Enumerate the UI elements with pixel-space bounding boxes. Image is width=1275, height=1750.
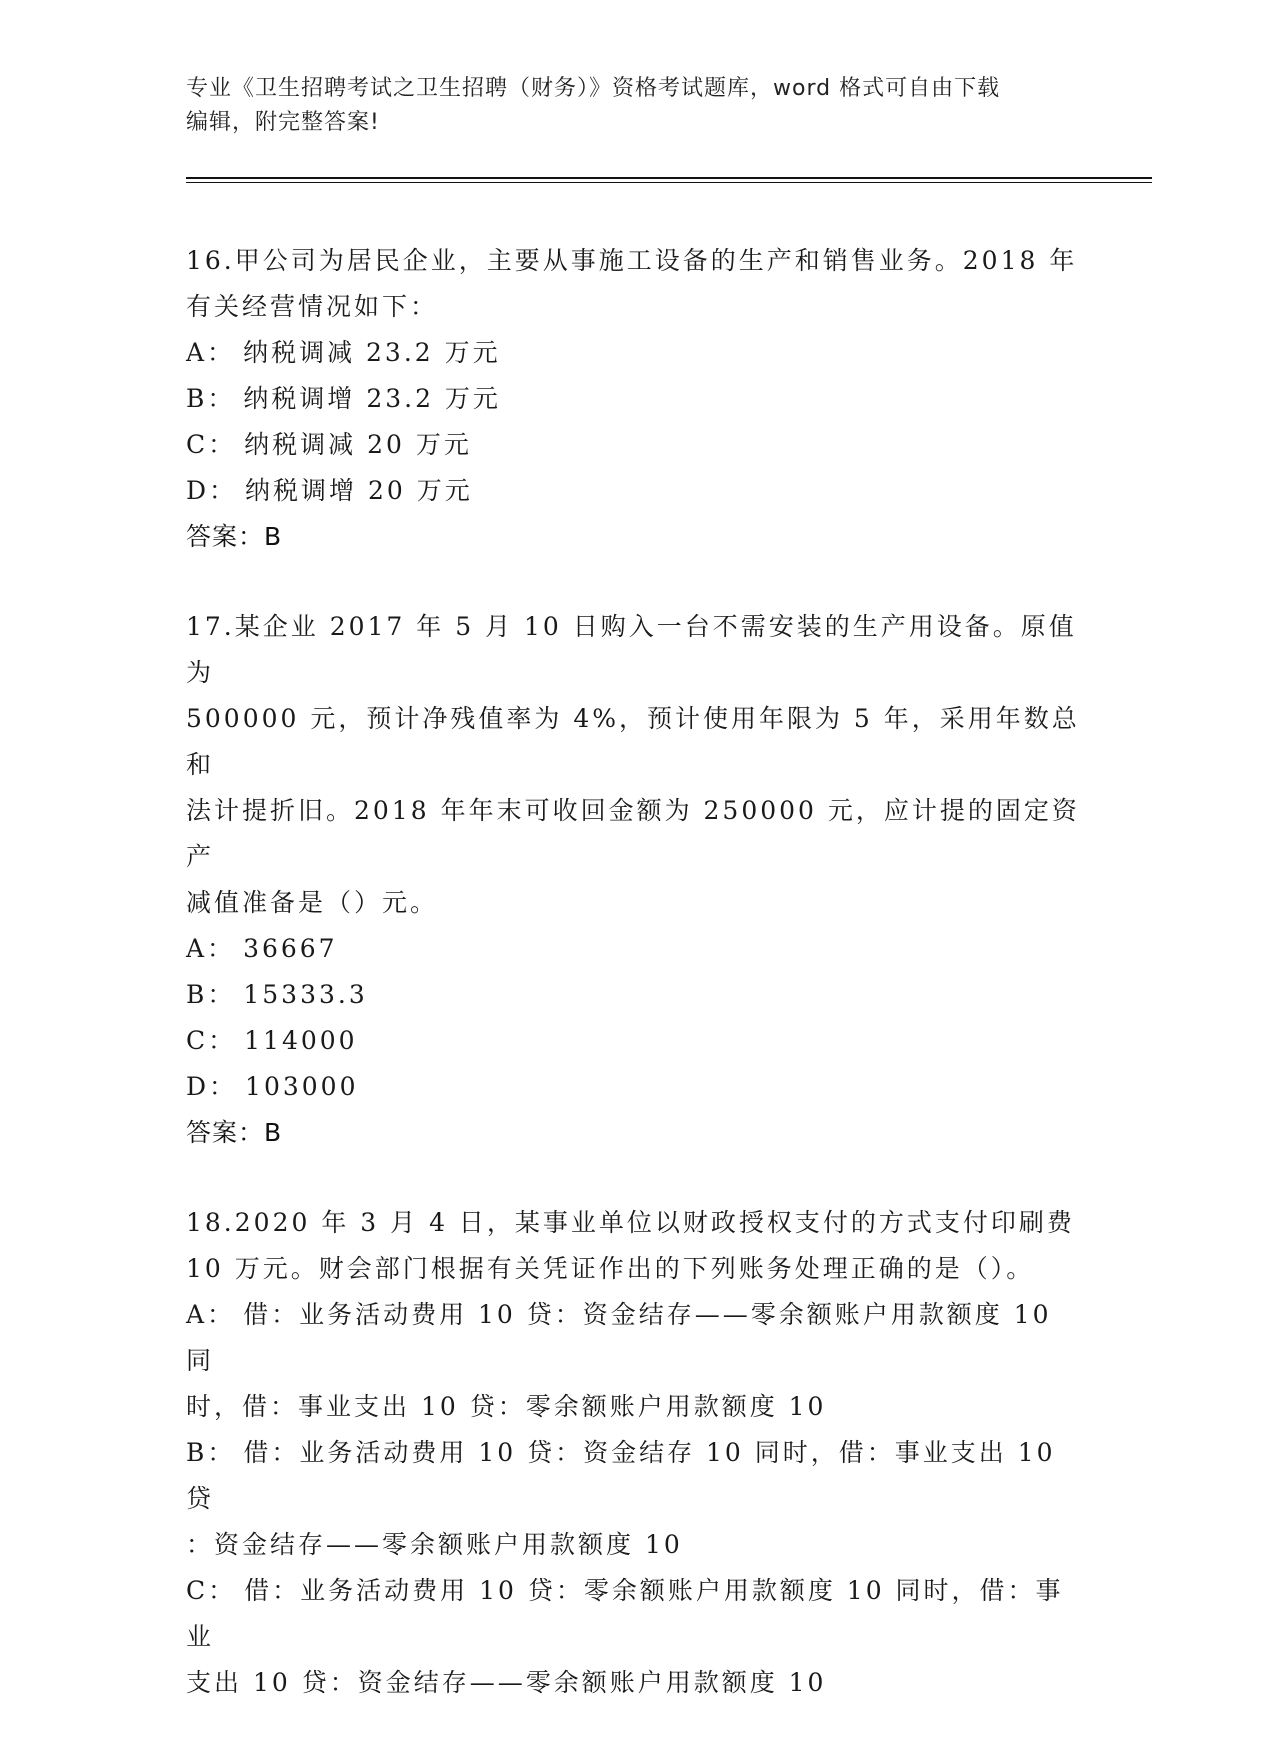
question-list (186, 238, 1086, 1750)
question-stem-line: 有关经营情况如下： (186, 292, 439, 321)
header-line-2: 编辑，附完整答案! (186, 110, 380, 135)
option-letter: B： (186, 384, 236, 413)
option-line (186, 1568, 1086, 1660)
question-block (186, 1200, 1086, 1706)
option-line (186, 1522, 1086, 1568)
question-stem-line: 17.某企业 2017 年 5 月 10 日购入一台不需安装的生产用设备。原值为 (186, 612, 1077, 687)
header-line-1: 专业《卫生招聘考试之卫生招聘（财务）》资格考试题库，word 格式可自由下载 (186, 76, 1001, 101)
option-text: 纳税调减 20 万元 (244, 430, 472, 459)
option-line (186, 1292, 1086, 1384)
option-letter: B： (186, 980, 236, 1009)
document-header (186, 72, 1086, 140)
option-line (186, 422, 1086, 468)
question-stem-line: 减值准备是（）元。 (186, 888, 439, 917)
answer-line: 答案：B (186, 1118, 283, 1147)
option-text: 借：业务活动费用 10 贷：资金结存——零余额账户用款额度 10 同 (186, 1300, 1052, 1375)
option-letter: B： (186, 1438, 236, 1467)
question-stem-line: 500000 元，预计净残值率为 4%，预计使用年限为 5 年，采用年数总和 (186, 704, 1080, 779)
option-letter: A： (186, 338, 236, 367)
option-line (186, 1018, 1086, 1064)
option-line (186, 926, 1086, 972)
option-text: 借：业务活动费用 10 贷：零余额账户用款额度 10 同时，借：事业 (186, 1576, 1064, 1651)
option-line (186, 972, 1086, 1018)
option-text: 36667 (243, 934, 338, 963)
option-letter: C： (186, 1026, 237, 1055)
option-text: ：资金结存——零余额账户用款额度 10 (186, 1530, 683, 1559)
option-letter: D： (186, 1072, 238, 1101)
question-stem-line: 法计提折旧。2018 年年末可收回金额为 250000 元，应计提的固定资产 (186, 796, 1080, 871)
option-letter: C： (186, 1576, 237, 1605)
option-line (186, 330, 1086, 376)
option-text: 纳税调增 23.2 万元 (243, 384, 501, 413)
option-letter: C： (186, 430, 237, 459)
option-line (186, 1430, 1086, 1522)
option-text: 纳税调减 23.2 万元 (243, 338, 501, 367)
option-line (186, 1660, 1086, 1706)
question-stem-line: 16.甲公司为居民企业，主要从事施工设备的生产和销售业务。2018 年 (186, 246, 1078, 275)
question-block (186, 238, 1086, 560)
option-letter: D： (186, 476, 238, 505)
option-line (186, 468, 1086, 514)
option-letter: A： (186, 934, 236, 963)
option-text: 纳税调增 20 万元 (245, 476, 473, 505)
option-line (186, 1384, 1086, 1430)
question-stem-line: 10 万元。财会部门根据有关凭证作出的下列账务处理正确的是（）。 (186, 1254, 1035, 1283)
question-block (186, 604, 1086, 1156)
question-stem-line: 18.2020 年 3 月 4 日，某事业单位以财政授权支付的方式支付印刷费 (186, 1208, 1075, 1237)
option-text: 时，借：事业支出 10 贷：零余额账户用款额度 10 (186, 1392, 827, 1421)
answer-line: 答案：B (186, 522, 283, 551)
header-rule-thin (186, 182, 1152, 183)
header-rule-thick (186, 177, 1152, 179)
option-line (186, 376, 1086, 422)
option-text: 103000 (245, 1072, 359, 1101)
option-text: 15333.3 (243, 980, 368, 1009)
option-text: 支出 10 贷：资金结存——零余额账户用款额度 10 (186, 1668, 827, 1697)
option-text: 借：业务活动费用 10 贷：资金结存 10 同时，借：事业支出 10 贷 (186, 1438, 1056, 1513)
option-text: 114000 (244, 1026, 358, 1055)
option-letter: A： (186, 1300, 236, 1329)
option-line (186, 1064, 1086, 1110)
